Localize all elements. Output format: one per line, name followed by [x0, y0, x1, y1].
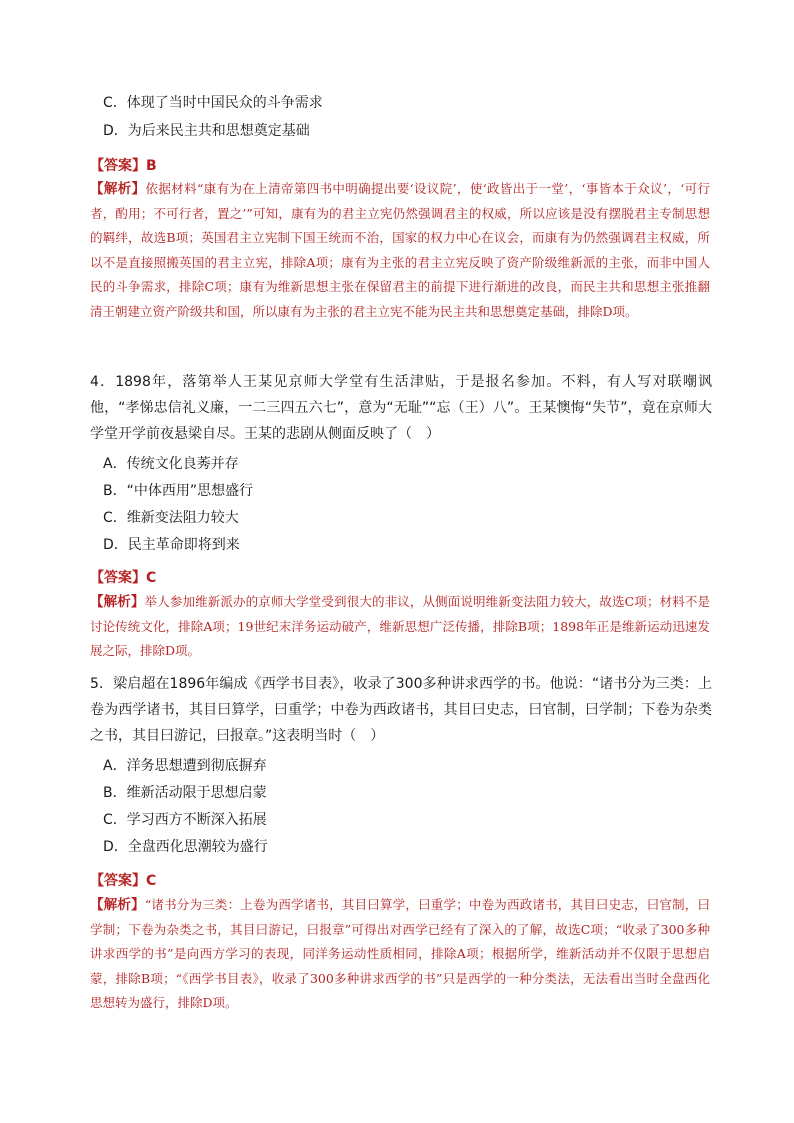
- q4-option-a: A．传统文化良莠并存: [103, 456, 239, 472]
- q4-analysis-text: 举人参加维新派办的京师大学堂受到很大的非议，从侧面说明维新变法阻力较大，故选C项；材料不是讨论传统文化，排除A项；19世纪末洋务运动破产，维新思想广泛传播，排除B项；1898年正是维新运动迅速发展之际，排除D项。: [90, 594, 710, 658]
- q4-analysis: [90, 590, 710, 664]
- q5-analysis-tag: 【解析】: [90, 897, 145, 913]
- q5-analysis: [90, 893, 710, 1016]
- q5-answer: 【答案】C: [90, 873, 157, 889]
- q3-analysis: [90, 177, 710, 324]
- q4-option-d: D．民主革命即将到来: [103, 537, 240, 553]
- q3-option-d: D．为后来民主共和思想奠定基础: [103, 123, 310, 139]
- q5-option-a: A．洋务思想遭到彻底摒弃: [103, 758, 267, 774]
- q4-option-b: B．“中体西用”思想盛行: [103, 483, 254, 499]
- q5-option-b: B．维新活动限于思想启蒙: [103, 785, 267, 801]
- q4-stem: 4．1898年，落第举人王某见京师大学堂有生活津贴，于是报名参加。不料，有人写对联嘲讽他，“孝悌忠信礼义廉，一二三四五六七”，意为“无耻”“忘（王）八”。王某懊悔“失节”，竟在京师大学堂开学前夜悬梁自尽。王某的悲剧从侧面反映了（ ）: [90, 374, 712, 442]
- q4-option-c: C．维新变法阻力较大: [103, 510, 239, 526]
- q5-stem: 5．梁启超在1896年编成《西学书目表》，收录了300多种讲求西学的书。他说：“诸书分为三类：上卷为西学诸书，其目曰算学，曰重学；中卷为西政诸书，其目曰史志，曰官制，曰学制；下卷为杂类之书，其目曰游记，曰报章。”这表明当时（ ）: [90, 676, 712, 744]
- q4-analysis-tag: 【解析】: [90, 594, 145, 610]
- q4-answer: 【答案】C: [90, 570, 157, 586]
- q3-option-c: C．体现了当时中国民众的斗争需求: [103, 95, 323, 111]
- q3-analysis-tag: 【解析】: [90, 181, 146, 197]
- q3-analysis-text: 依据材料“康有为在上清帝第四书中明确提出要‘设议院’，使‘政皆出于一堂’，‘事皆本于众议’，‘可行者，酌用；不可行者，置之’”可知，康有为的君主立宪仍然强调君主的权威，所以应该是没有摆脱君主专制思想的羁绊，故选B项；英国君主立宪制下国王统而不治，国家的权力中心在议会，而康有为仍然强调君主权威，所以不是直接照搬英国的君主立宪，排除A项；康有为主张的君主立宪反映了资产阶级维新派的主张，而非中国人民的斗争需求，排除C项；康有为维新思想主张在保留君主的前提下进行渐进的改良，而民主共和思想主张推翻清王朝建立资产阶级共和国，所以康有为主张的君主立宪不能为民主共和思想奠定基础，排除D项。: [90, 181, 710, 319]
- q5-analysis-text: “诸书分为三类：上卷为西学诸书，其目曰算学，曰重学；中卷为西政诸书，其目曰史志，曰官制，曰学制；下卷为杂类之书，其目曰游记，曰报章”可得出对西学已经有了深入的了解，故选C项；“收录了300多种讲求西学的书”是向西方学习的表现，同洋务运动性质相同，排除A项；根据所学，维新活动并不仅限于思想启蒙，排除B项；“《西学书目表》，收录了300多种讲求西学的书”只是西学的一种分类法，无法看出当时全盘西化思想转为盛行，排除D项。: [90, 897, 710, 1010]
- q3-answer: 【答案】B: [90, 158, 157, 174]
- q5-option-c: C．学习西方不断深入拓展: [103, 812, 267, 828]
- q5-option-d: D．全盘西化思潮较为盛行: [103, 839, 268, 855]
